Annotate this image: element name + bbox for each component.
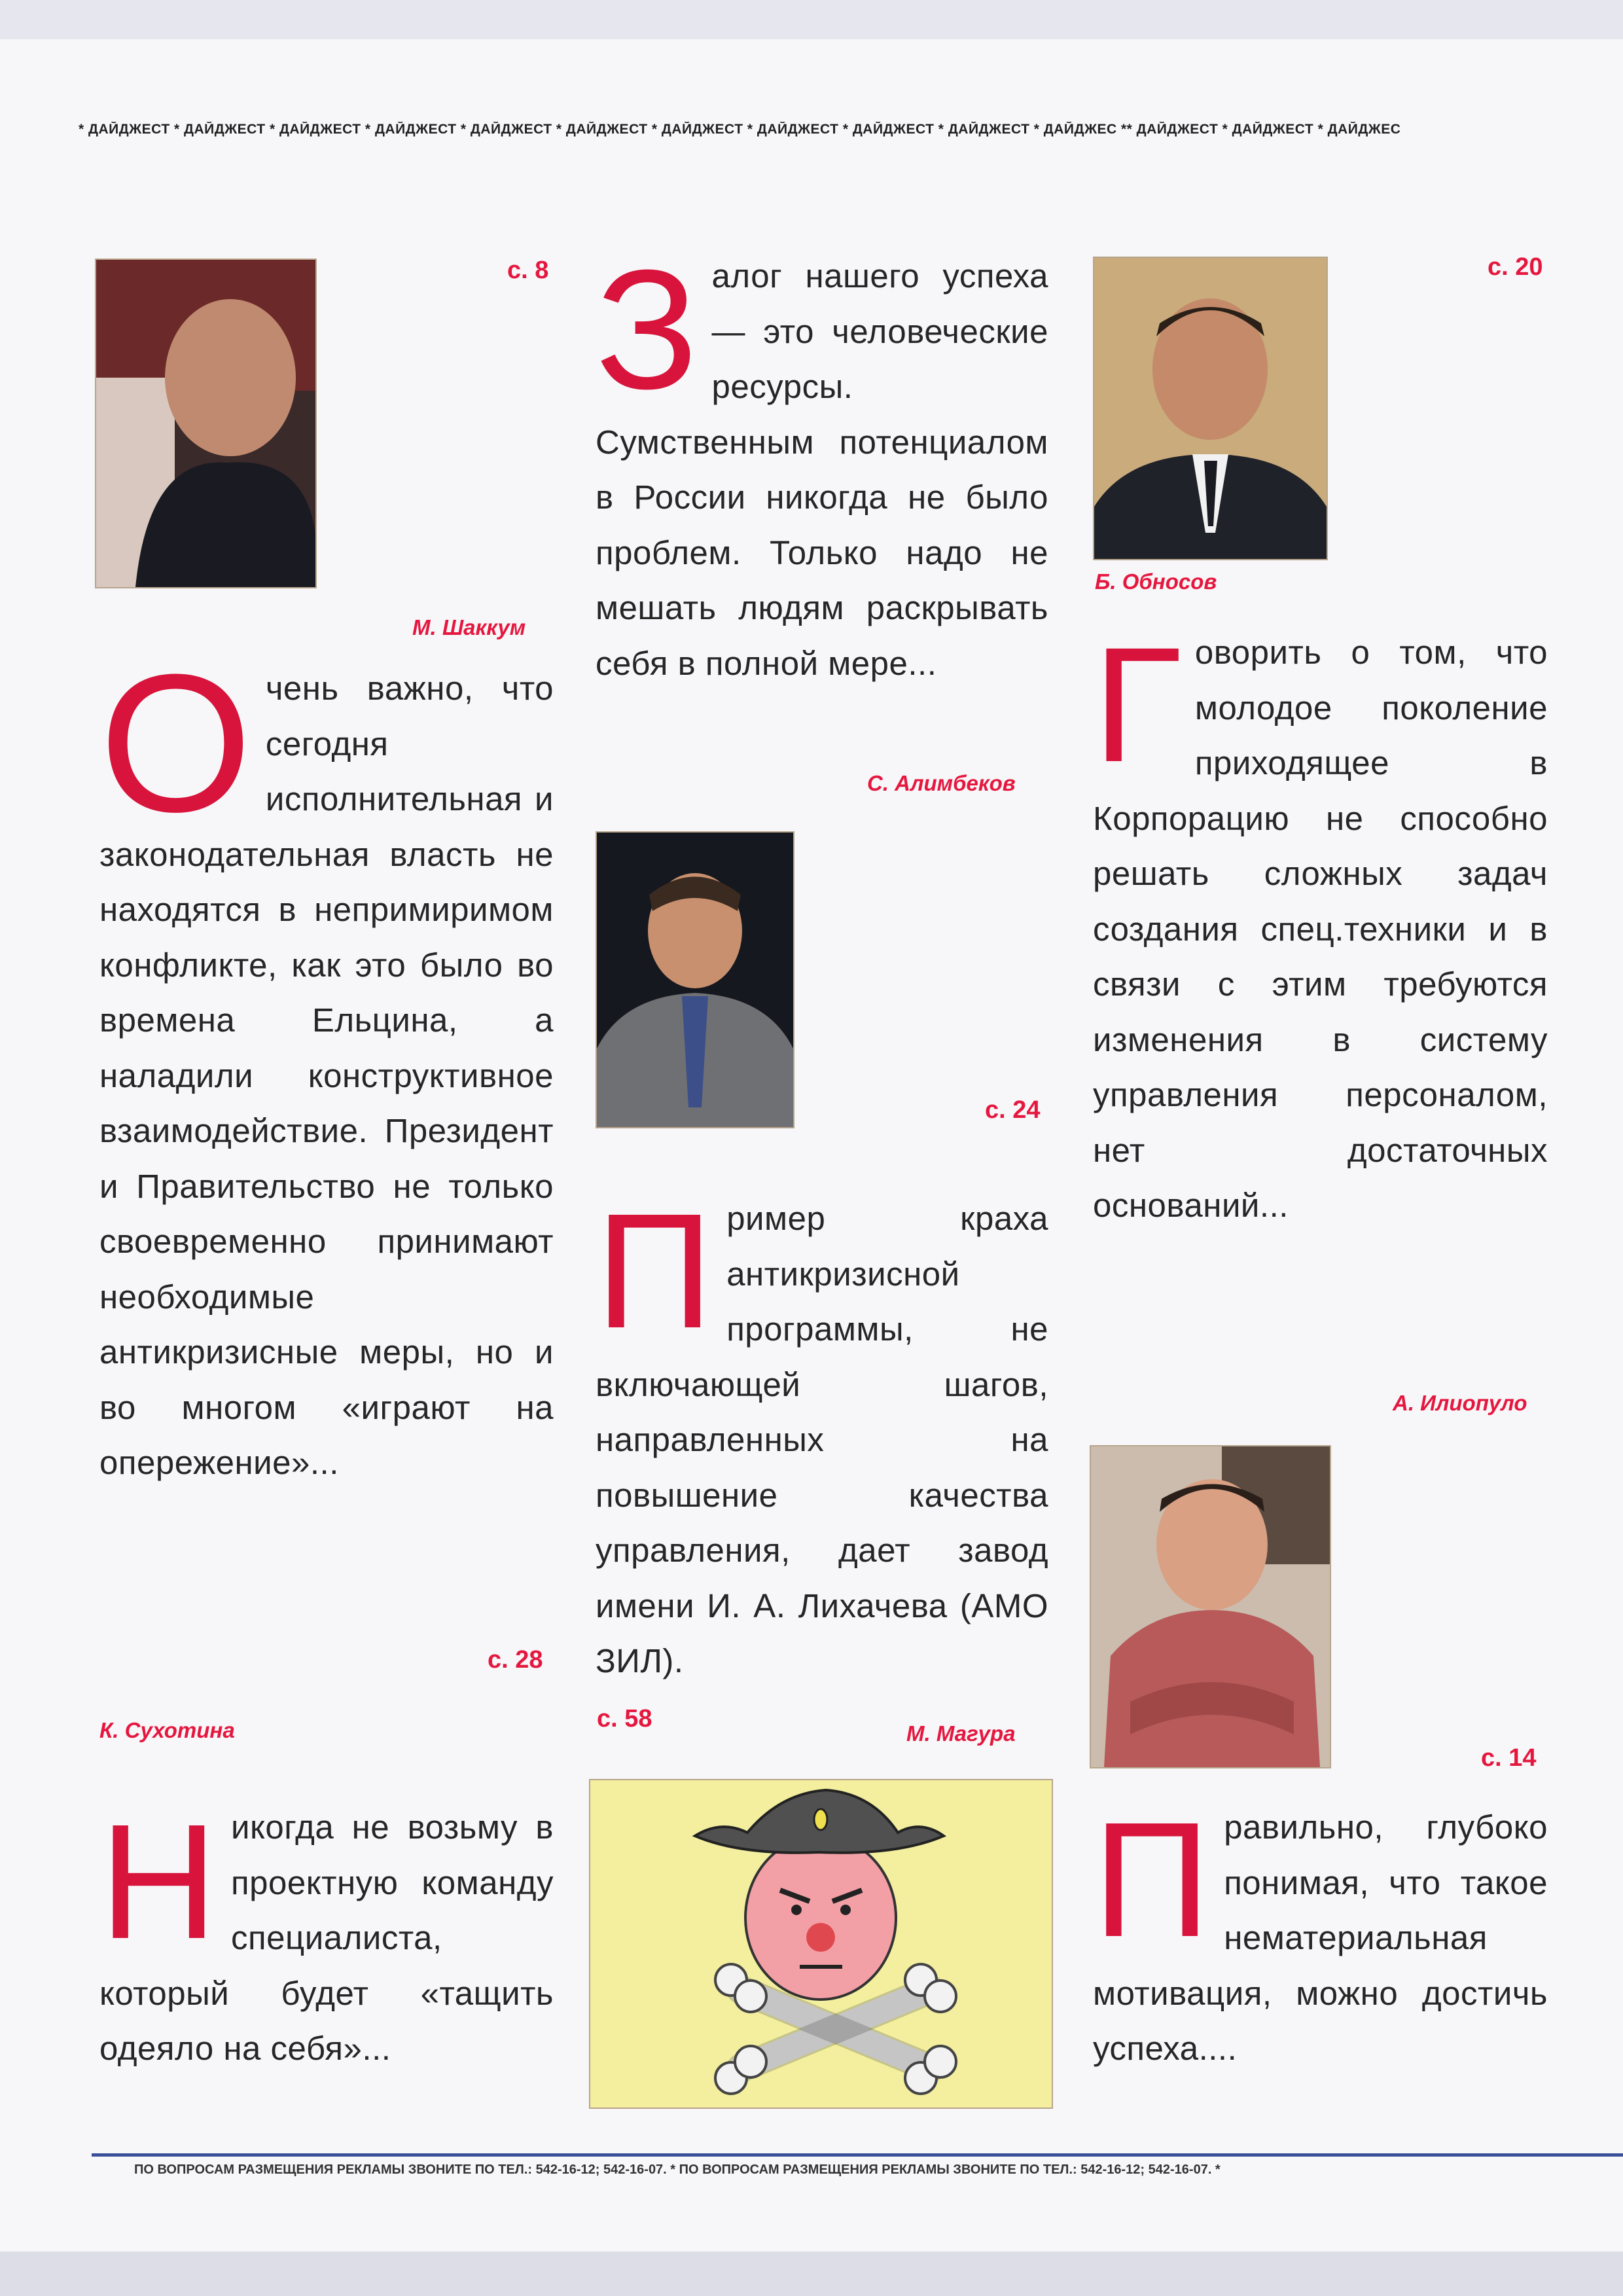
digest-header-strip: * ДАЙДЖЕСТ * ДАЙДЖЕСТ * ДАЙДЖЕСТ * ДАЙДЖЕСТ * ДАЙДЖЕСТ * ДАЙДЖЕСТ * ДАЙДЖЕСТ * ДАЙДЖЕСТ * ДАЙДЖЕСТ * ДАЙДЖЕСТ * ДАЙДЖЕС ** ДАЙДЖЕСТ * ДАЙДЖЕСТ * ДАЙДЖЕС [79, 122, 1401, 137]
quote-text: алог нашего успеха — это человеческие ресурсы. Сумственным потенциалом в России никогда не было проблем. Только надо не мешать людям раскрывать себя в полной мере... [596, 257, 1048, 682]
page-number: с. 20 [1488, 253, 1543, 281]
pirate-face-icon [745, 1836, 896, 2000]
drop-cap: Г [1093, 613, 1182, 796]
author-name: С. Алимбеков [867, 771, 1016, 795]
portrait-shakkum-photo [95, 259, 317, 588]
page-number: с. 14 [1481, 1744, 1537, 1772]
author-name: М. Магура [906, 1721, 1016, 1746]
author-name: М. Шаккум [412, 615, 526, 639]
quote-text: чень важно, что сегодня исполнительная и законодательная власть не находятся в непримиримом конфликте, как это было во времена Ельцина, а наладили конструктивное взаимодействие. Президент и Правительство не только своевременно принимают необходимые антикризисные меры, но и во многом «играют на опережение»... [99, 670, 554, 1481]
advertising-footer: ПО ВОПРОСАМ РАЗМЕЩЕНИЯ РЕКЛАМЫ ЗВОНИТЕ ПО ТЕЛ.: 542-16-12; 542-16-07. * ПО ВОПРОСАМ РАЗМЕЩЕНИЯ РЕКЛАМЫ ЗВОНИТЕ ПО ТЕЛ.: 542-16-12; 542-16-07. * [134, 2162, 1221, 2177]
drop-cap: З [596, 235, 699, 425]
drop-cap: П [596, 1179, 714, 1362]
quote-sukhotina [99, 1790, 554, 2077]
author-name: К. Сухотина [99, 1718, 235, 1742]
quote-iliopulo [1093, 1788, 1548, 2077]
portrait-iliopulo-photo [1090, 1445, 1331, 1768]
quote-obnosov [1093, 613, 1548, 1234]
pirate-cartoon-image [589, 1779, 1053, 2109]
quote-shakkum [99, 633, 554, 1491]
quote-pmiddle [596, 1179, 1048, 1689]
page-number: с. 24 [985, 1096, 1041, 1124]
drop-cap: Н [99, 1790, 219, 1973]
page-number: с. 58 [597, 1705, 652, 1732]
page-number: с. 28 [488, 1646, 543, 1674]
quote-text: оворить о том, что молодое поколение приходящее в Корпорацию не способно решать сложных задач создания спец.техники и в связи с этим требуются изменения в систему управления персоналом, нет достаточных оснований... [1093, 634, 1548, 1224]
quote-alimbekov [596, 235, 1048, 691]
quote-text: равильно, глубоко понимая, что такое нематериальная мотивация, можно достичь успеха.... [1093, 1808, 1548, 2067]
quote-text: ример краха антикризисной программы, не включающей шагов, направленных на повышение качества управления, дает завод имени И. А. Лихачева (АМО ЗИЛ). [596, 1200, 1048, 1679]
author-name: Б. Обносов [1095, 569, 1217, 594]
portrait-alimbekov-photo [596, 831, 794, 1128]
portrait-obnosov-photo [1093, 257, 1328, 560]
footer-rule [92, 2153, 1623, 2157]
quote-text: икогда не возьму в проектную команду специалиста, который будет «тащить одеяло на себя»... [99, 1808, 554, 2067]
page-number: с. 8 [507, 257, 549, 284]
drop-cap: О [99, 633, 253, 853]
drop-cap: П [1093, 1788, 1211, 1971]
author-name: А. Илиопуло [1393, 1391, 1527, 1415]
